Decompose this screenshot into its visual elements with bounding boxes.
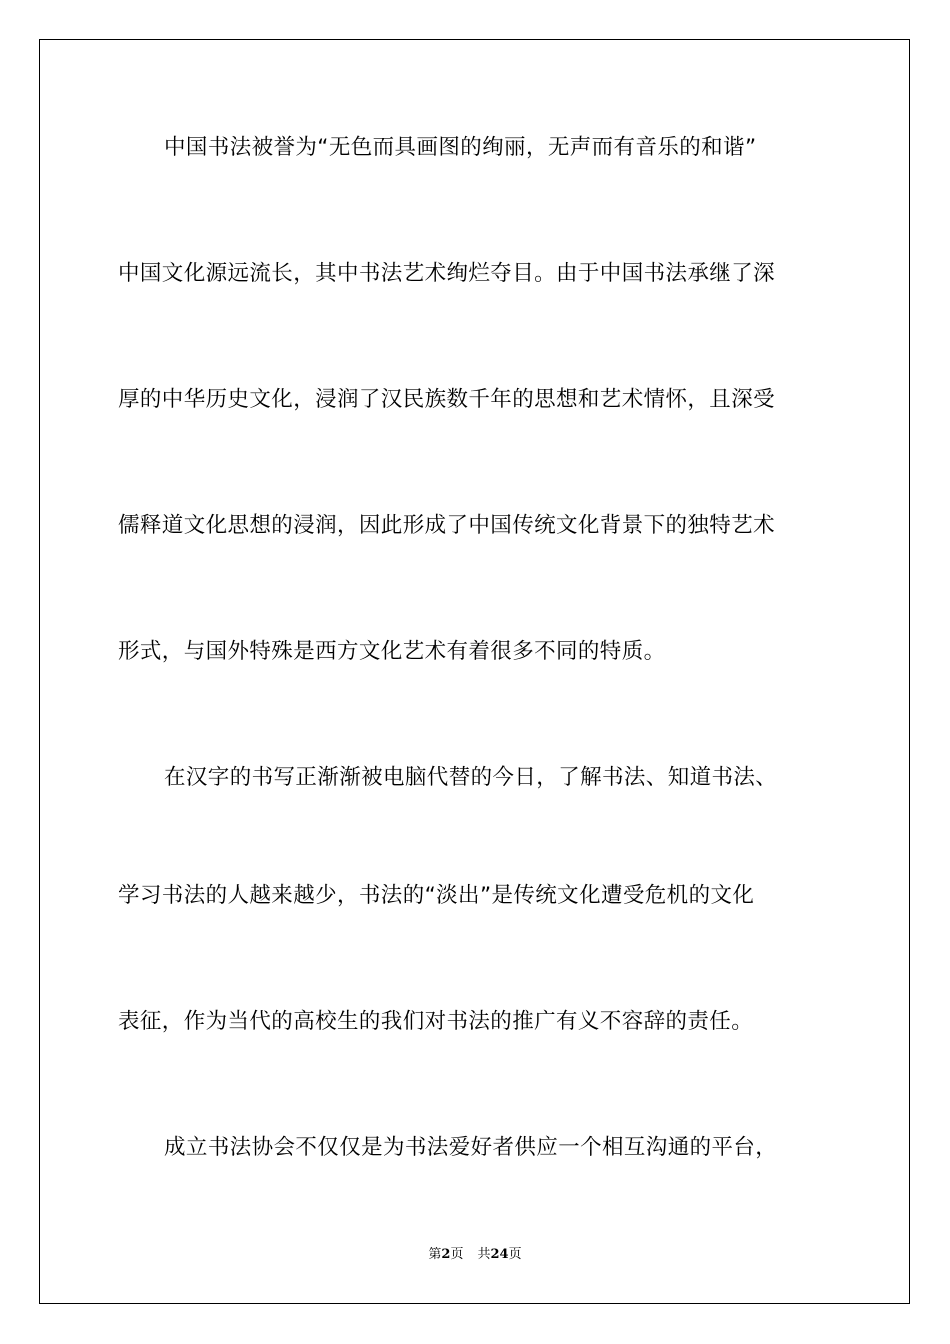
footer-total-pages: 24 bbox=[490, 1247, 509, 1262]
paragraph-2-line-1: 在汉字的书写正渐渐被电脑代替的今日，了解书法、知道书法、 bbox=[164, 765, 778, 790]
paragraph-1-line-1: 中国书法被誉为“无色而具画图的绚丽，无声而有音乐的和谐” bbox=[164, 135, 757, 160]
paragraph-1-line-5: 形式，与国外特殊是西方文化艺术有着很多不同的特质。 bbox=[118, 639, 666, 664]
paragraph-1-line-2: 中国文化源远流长，其中书法艺术绚烂夺目。由于中国书法承继了深 bbox=[118, 261, 776, 286]
page-footer bbox=[0, 1247, 950, 1263]
paragraph-1-line-4: 儒释道文化思想的浸润，因此形成了中国传统文化背景下的独特艺术 bbox=[118, 513, 776, 538]
paragraph-2-line-3: 表征，作为当代的高校生的我们对书法的推广有义不容辞的责任。 bbox=[118, 1009, 754, 1034]
paragraph-3-line-1: 成立书法协会不仅仅是为书法爱好者供应一个相互沟通的平台， bbox=[164, 1135, 778, 1160]
footer-page-suffix: 页 bbox=[450, 1247, 464, 1262]
page-border bbox=[39, 39, 910, 1304]
paragraph-2-line-2: 学习书法的人越来越少，书法的“淡出”是传统文化遭受危机的文化 bbox=[118, 883, 755, 908]
footer-total-suffix: 页 bbox=[508, 1247, 522, 1262]
footer-page-number: 2 bbox=[441, 1247, 451, 1262]
footer-page-prefix: 第 bbox=[428, 1247, 442, 1262]
footer-total-prefix: 共 bbox=[477, 1247, 491, 1262]
paragraph-1-line-3: 厚的中华历史文化，浸润了汉民族数千年的思想和艺术情怀，且深受 bbox=[118, 387, 776, 412]
